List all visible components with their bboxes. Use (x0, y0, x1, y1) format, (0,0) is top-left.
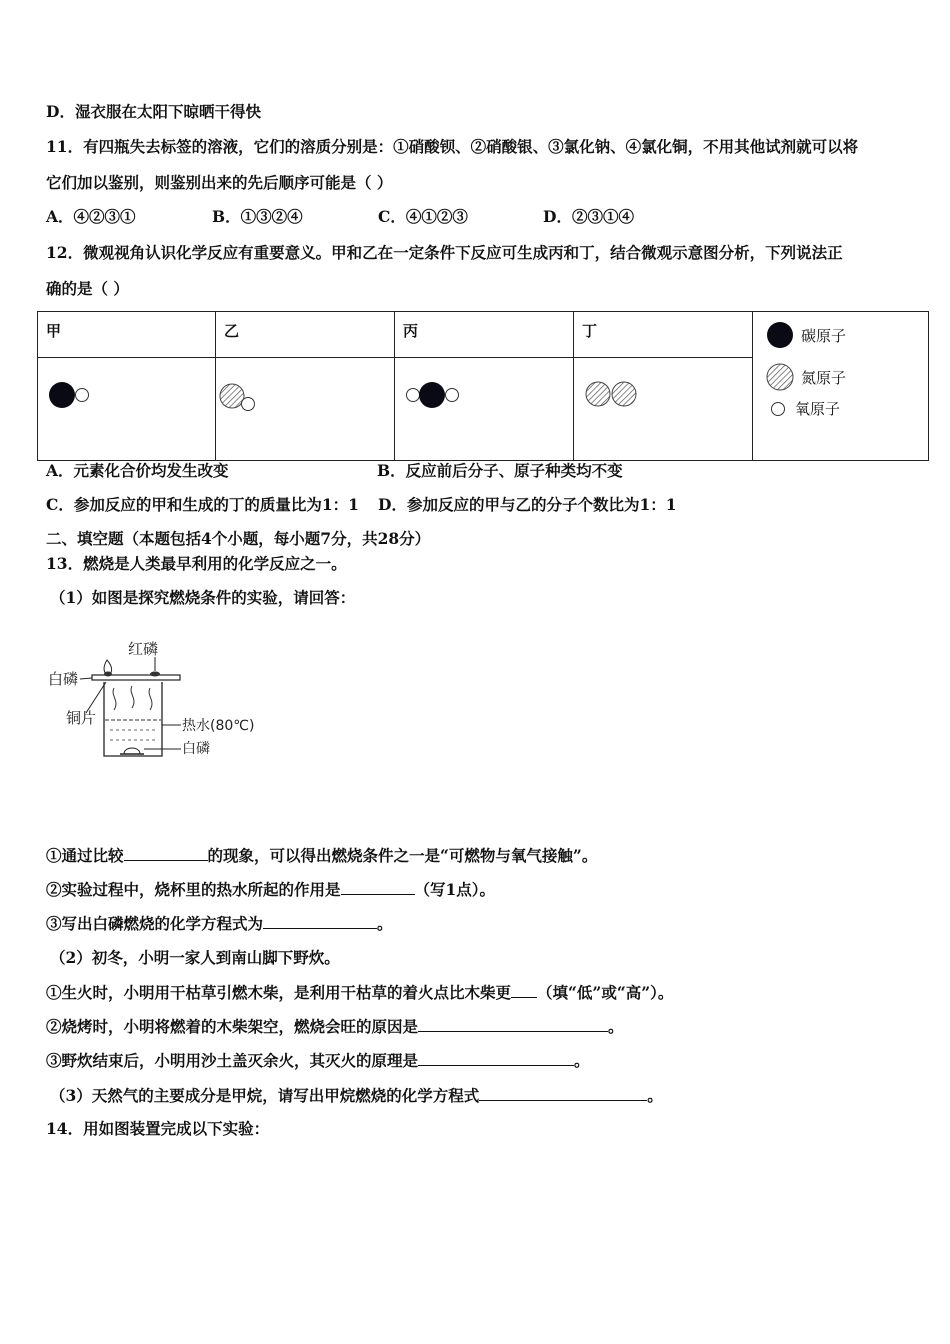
q11-option-c: C．④①②③ (378, 207, 468, 226)
header-ding: 丁 (574, 312, 753, 358)
q12-option-b: B．反应前后分子、原子种类均不变 (377, 461, 623, 480)
answer-blank-3[interactable] (263, 913, 377, 929)
q12-stem-line2: 确的是（ ） (46, 279, 129, 298)
answer-blank-5[interactable] (418, 1016, 608, 1032)
n2-molecule-icon (574, 358, 752, 456)
q12-option-d: D．参加反应的甲与乙的分子个数比为1：1 (378, 495, 677, 514)
q13-1-3: ③写出白磷燃烧的化学方程式为 。 (46, 914, 393, 933)
label-white-phosphorus-bottom: 白磷 (182, 741, 210, 757)
answer-blank-2[interactable] (341, 879, 415, 895)
q13-1-1: ①通过比较 的现象，可以得出燃烧条件之一是“可燃物与氧气接触”。 (46, 846, 598, 865)
q12-option-a: A．元素化合价均发生改变 (46, 461, 229, 480)
white-phosphorus-bottom-shape (124, 748, 140, 754)
molecule-yi (216, 358, 395, 461)
nitrogen-atom-icon (765, 362, 795, 392)
legend-oxygen: 氧原子 (795, 400, 841, 418)
q13-2-1: ①生火时，小明用干枯草引燃木柴，是利用干枯草的着火点比木柴更 （填“低”或“高”）。 (46, 983, 674, 1002)
answer-blank-1[interactable] (124, 845, 208, 861)
q11-stem-line2: 它们加以鉴别，则鉴别出来的先后顺序可能是（ ） (46, 173, 393, 192)
q11-stem-line1: 11．有四瓶失去标签的溶液，它们的溶质分别是：①硝酸钡、②硝酸银、③氯化钠、④氯化铜，不用其他试剂就可以将 (46, 137, 859, 156)
answer-blank-6[interactable] (418, 1050, 574, 1066)
q13-2-2: ②烧烤时，小明将燃着的木柴架空，燃烧会旺的原因是 。 (46, 1017, 624, 1036)
header-yi: 乙 (216, 312, 395, 358)
white-phosphorus-lump-top (104, 672, 112, 677)
no-molecule-icon (216, 358, 394, 456)
beaker-shape (104, 682, 162, 756)
header-bing: 丙 (395, 312, 574, 358)
answer-blank-7[interactable] (479, 1085, 647, 1101)
legend-nitrogen: 氮原子 (801, 368, 847, 387)
q10-option-d: D．湿衣服在太阳下晾晒干得快 (46, 102, 261, 121)
legend-carbon: 碳原子 (801, 326, 847, 345)
atom-legend (753, 312, 929, 461)
label-white-phosphorus-top: 白磷 (48, 670, 79, 688)
oxygen-atom-icon (769, 399, 789, 419)
molecule-table (37, 311, 929, 461)
header-jia: 甲 (38, 312, 216, 358)
molecule-bing (395, 358, 574, 461)
combustion-experiment-figure (44, 630, 284, 765)
label-copper-sheet: 铜片 (66, 709, 97, 727)
carbon-atom-icon (765, 320, 795, 350)
co-molecule-icon (38, 358, 215, 456)
q11-option-b: B．①③②④ (212, 207, 303, 226)
q13-2-3: ③野炊结束后，小明用沙土盖灭余火，其灭火的原理是 。 (46, 1051, 590, 1070)
answer-blank-4[interactable] (511, 982, 537, 998)
molecule-ding (574, 358, 753, 461)
q11-option-d: D．②③①④ (543, 207, 634, 226)
q13-part1-title: （1）如图是探究燃烧条件的实验，请回答： (50, 588, 356, 607)
q13-part2-title: （2）初冬，小明一家人到南山脚下野炊。 (50, 948, 340, 967)
q14-intro: 14．用如图装置完成以下实验： (46, 1119, 270, 1138)
q12-option-c: C．参加反应的甲和生成的丁的质量比为1：1 (46, 495, 359, 514)
q12-stem-line1: 12．微观视角认识化学反应有重要意义。甲和乙在一定条件下反应可生成丙和丁，结合微观示意图分析，下列说法正 (46, 243, 843, 262)
label-red-phosphorus: 红磷 (128, 640, 159, 658)
q11-option-a: A．④②③① (46, 207, 136, 226)
q13-intro: 13．燃烧是人类最早利用的化学反应之一。 (46, 554, 347, 573)
co2-molecule-icon (395, 358, 573, 456)
label-hot-water: 热水(80℃) (182, 718, 255, 734)
molecule-jia (38, 358, 216, 461)
red-phosphorus-lump (150, 672, 160, 677)
q13-3: （3）天然气的主要成分是甲烷，请写出甲烷燃烧的化学方程式 。 (50, 1086, 663, 1105)
section-title: 二、填空题（本题包括4个小题，每小题7分，共28分） (46, 529, 431, 548)
q13-1-2: ②实验过程中，烧杯里的热水所起的作用是 （写1点）。 (46, 880, 496, 899)
